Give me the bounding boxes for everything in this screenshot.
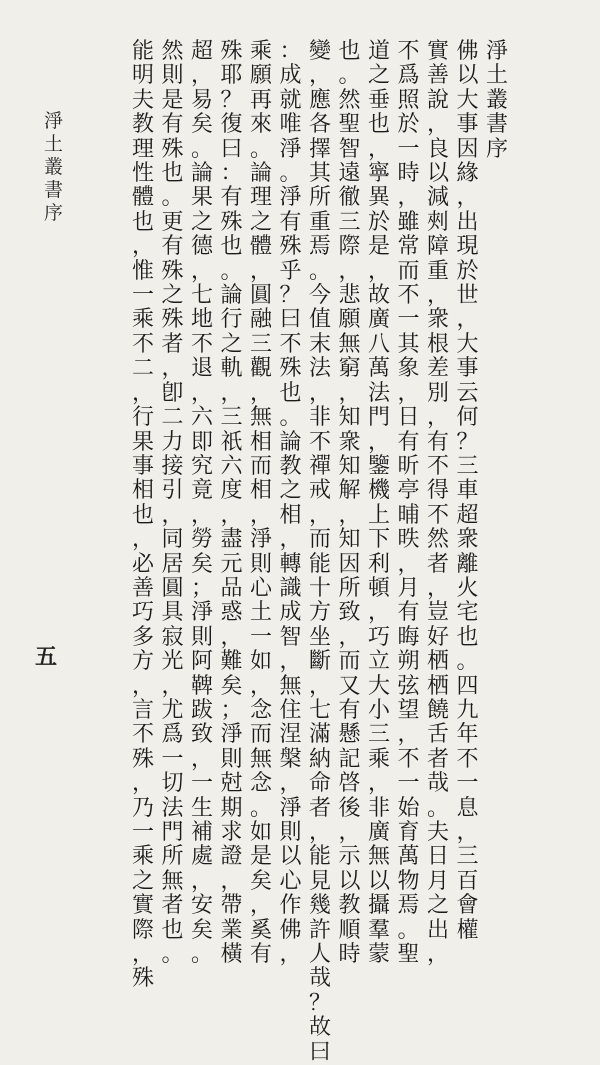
text-column: 超，易矣。論果之德，七地不退，六即究竟，勞矣；淨則阿鞞跋致，一生補處，安矣。	[191, 39, 214, 968]
text-column: 乘願再來。論理之體，圓融三觀，無相而相，淨則心土一如，念而無念。如是矣，奚有	[250, 39, 273, 968]
text-column: 實善說，良以減㓨障重，衆根差別，有不得不然者，豈好栖栖饒舌者哉。夫日月之出，	[427, 39, 450, 968]
text-column: 然則是有殊也。更有殊之殊者，卽二力接引，同居圓具寂光，尤爲一切法門所無者也。	[161, 39, 184, 968]
text-column: 佛以大事因緣，出現於世，大事云何？三車超衆離火宅也。四九年不一息，三百會權	[456, 39, 479, 943]
text-column: 也。然聖智遠徹三際，悲願無窮，知衆知解，知因所致，而又有懸記啓後，示以教順時	[338, 39, 361, 968]
preface-body	[72, 39, 512, 1065]
page-number: 五	[35, 644, 58, 670]
text-column: 不爲照於一時，雖常而不一其象，日有昕亭晡昳，月有晦朔弦望，不一始育萬物焉。聖	[397, 39, 420, 968]
preface-title: 淨土叢書序	[486, 39, 509, 162]
text-column: ：成就唯淨。淨有殊乎？曰不殊也。論教之相，轉識成智，無住涅槃，淨則以心作佛，	[279, 39, 302, 968]
running-head: 淨土叢書序	[44, 110, 64, 224]
text-column: 道之垂也，寧異於是，故廣八萬法門，鑒機上下利頓，巧立大小三乘，非廣無以攝羣蒙	[368, 39, 391, 968]
text-column: 能明夫教理性體也，惟一乘不二，行果事相也，必善巧多方，言不殊，乃一乘之實際，殊	[132, 39, 155, 992]
text-column: 殊耶？復曰：有殊也。論行之軌，三祇六度，盡元品惑，難矣；淨則尅期求證，帶業橫	[220, 39, 243, 968]
text-column: 變，應各擇其所重焉。今值末法，非不禪戒，而能十方坐斷，七滿納命者，能見幾許人哉？故曰	[309, 39, 332, 1065]
